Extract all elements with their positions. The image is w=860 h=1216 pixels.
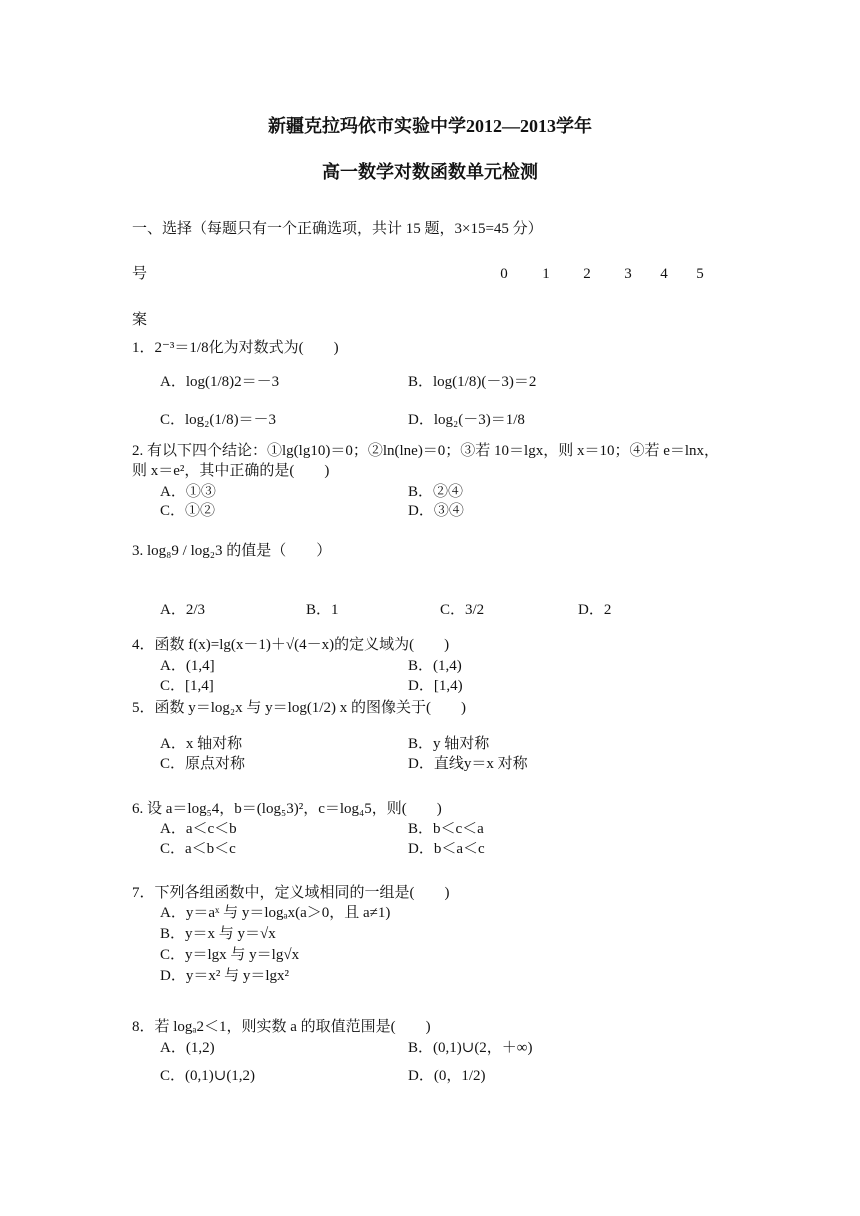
- option-b: B．②④: [408, 484, 464, 500]
- option-a: A．(1,4]: [160, 658, 215, 674]
- question-stem-continued: 则 x＝e²，其中正确的是( ): [132, 463, 330, 479]
- column-number: 3: [624, 266, 632, 282]
- option-b: B．b＜c＜a: [408, 821, 484, 837]
- option-b: B．(1,4): [408, 658, 462, 674]
- option-b: B．(0,1)∪(2，＋∞): [408, 1040, 533, 1056]
- option-b: B．1: [306, 602, 339, 618]
- option-a: A．y＝aˣ 与 y＝logₐx(a＞0，且 a≠1): [160, 905, 391, 921]
- option-a: A．x 轴对称: [160, 736, 243, 752]
- question-stem: 7．下列各组函数中，定义域相同的一组是( ): [132, 885, 450, 901]
- section-heading: 一、选择（每题只有一个正确选项，共计 15 题，3×15=45 分）: [132, 221, 543, 237]
- page-subtitle: 高一数学对数函数单元检测: [322, 162, 538, 182]
- option-a: A．(1,2): [160, 1040, 215, 1056]
- option-d: D．直线y＝x 对称: [408, 756, 528, 772]
- option-b: B．y＝x 与 y＝√x: [160, 926, 276, 942]
- page-title: 新疆克拉玛依市实验中学2012—2013学年: [268, 116, 592, 136]
- column-number: 1: [542, 266, 550, 282]
- option-c: C．y＝lgx 与 y＝lg√x: [160, 947, 300, 963]
- option-d: D．③④: [408, 503, 464, 519]
- option-a: A．a＜c＜b: [160, 821, 237, 837]
- option-d: D．log₂(－3)＝1/8: [408, 412, 525, 428]
- option-b: B．log(1/8)(－3)＝2: [408, 374, 537, 390]
- option-d: D．[1,4): [408, 678, 463, 694]
- option-b: B．y 轴对称: [408, 736, 490, 752]
- option-a: A．log(1/8)2＝－3: [160, 374, 280, 390]
- option-c: C．[1,4]: [160, 678, 214, 694]
- option-c: C．原点对称: [160, 756, 246, 772]
- question-stem: 5．函数 y＝log₂x 与 y＝log(1/2) x 的图像关于( ): [132, 700, 466, 716]
- column-number: 4: [660, 266, 668, 282]
- option-c: C．a＜b＜c: [160, 841, 236, 857]
- option-a: A．2/3: [160, 602, 206, 618]
- option-c: C．(0,1)∪(1,2): [160, 1068, 256, 1084]
- question-stem: 6. 设 a＝log₅4，b＝(log₅3)²，c＝log₄5，则( ): [132, 801, 442, 817]
- option-c: C．log₂(1/8)＝－3: [160, 412, 277, 428]
- question-stem: 4．函数 f(x)=lg(x－1)＋√(4－x)的定义域为( ): [132, 637, 450, 653]
- option-a: A．①③: [160, 484, 216, 500]
- answer-row-label-number: 号: [132, 266, 148, 282]
- option-d: D．(0，1/2): [408, 1068, 486, 1084]
- question-stem: 2. 有以下四个结论：①lg(lg10)＝0；②ln(lne)＝0；③若 10＝lgx，则 x＝10；④若 e＝lnx，: [132, 443, 720, 459]
- question-stem: 8．若 logₐ2＜1，则实数 a 的取值范围是( ): [132, 1019, 431, 1035]
- option-d: D．2: [578, 602, 612, 618]
- option-c: C．①②: [160, 503, 216, 519]
- answer-row-label-answer: 案: [132, 312, 148, 328]
- option-d: D．b＜a＜c: [408, 841, 485, 857]
- column-number: 5: [696, 266, 704, 282]
- question-stem: 3. log₈9 / log₂3 的值是（ ）: [132, 543, 332, 559]
- column-number: 2: [583, 266, 591, 282]
- question-stem: 1．2⁻³＝1/8化为对数式为( ): [132, 340, 339, 356]
- option-d: D．y＝x² 与 y＝lgx²: [160, 968, 289, 984]
- column-number: 0: [500, 266, 508, 282]
- option-c: C．3/2: [440, 602, 485, 618]
